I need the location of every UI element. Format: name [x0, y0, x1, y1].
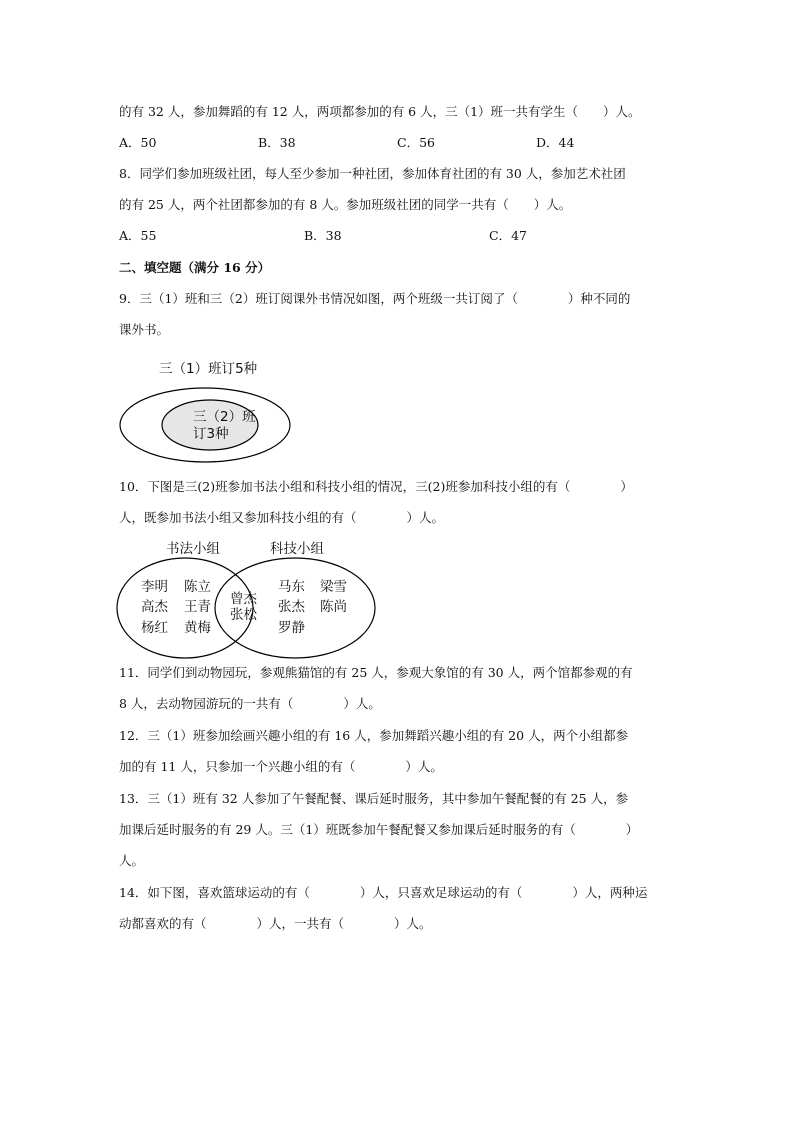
q11-line-2: 8 人，去动物园游玩的一共有（ ）人。: [119, 696, 381, 711]
q7-option-d: D．44: [536, 135, 575, 150]
q10-right-name: 梁雪: [320, 579, 347, 595]
q7-option-c: C．56: [397, 135, 435, 150]
q10-left-name: 黄梅: [184, 620, 211, 636]
q10-right-name: 罗静: [278, 620, 305, 636]
q13-line-1: 13．三（1）班有 32 人参加了午餐配餐、课后延时服务，其中参加午餐配餐的有 25 人，参: [119, 791, 629, 806]
q10-left-name: 李明: [141, 579, 168, 595]
q10-right-title: 科技小组: [270, 541, 324, 557]
q9-inner-label-2: 订3种: [193, 426, 229, 442]
q7-text: 的有 32 人，参加舞蹈的有 12 人，两项都参加的有 6 人，三（1）班一共有学生（ ）人。: [119, 104, 641, 119]
q9-inner-label-1: 三（2）班: [193, 409, 256, 425]
q8-option-b: B．38: [304, 228, 342, 243]
q9-outer-label: 三（1）班订5种: [159, 361, 258, 377]
q8-line-2: 的有 25 人，两个社团都参加的有 8 人。参加班级社团的同学一共有（ ）人。: [119, 197, 572, 212]
q10-left-name: 高杰: [141, 599, 168, 615]
q8-option-c: C．47: [489, 228, 527, 243]
q10-middle-name: 张松: [230, 607, 257, 623]
q14-line-2: 动都喜欢的有（ ）人，一共有（ ）人。: [119, 916, 432, 931]
q10-left-name: 王青: [184, 599, 211, 615]
q10-line-1: 10．下图是三(2)班参加书法小组和科技小组的情况，三(2)班参加科技小组的有（ ）: [119, 479, 633, 494]
q11-line-1: 11．同学们到动物园玩，参观熊猫馆的有 25 人，参观大象馆的有 30 人，两个馆都参观的有: [119, 665, 633, 680]
q9-line-2: 课外书。: [119, 322, 170, 337]
q13-line-3: 人。: [119, 853, 145, 868]
q9-line-1: 9．三（1）班和三（2）班订阅课外书情况如图，两个班级一共订阅了（ ）种不同的: [119, 291, 631, 306]
q8-line-1: 8．同学们参加班级社团，每人至少参加一种社团，参加体育社团的有 30 人，参加艺术社团: [119, 166, 626, 181]
q10-left-name: 陈立: [184, 579, 211, 595]
q14-line-1: 14．如下图，喜欢篮球运动的有（ ）人，只喜欢足球运动的有（ ）人，两种运: [119, 885, 648, 900]
q10-left-title: 书法小组: [166, 541, 220, 557]
q10-middle-name: 曾杰: [230, 591, 257, 607]
q13-line-2: 加课后延时服务的有 29 人。三（1）班既参加午餐配餐又参加课后延时服务的有（ ）: [119, 822, 639, 837]
q7-option-a: A．50: [119, 135, 157, 150]
q10-line-2: 人，既参加书法小组又参加科技小组的有（ ）人。: [119, 510, 445, 525]
q7-option-b: B．38: [258, 135, 296, 150]
q10-right-name: 马东: [278, 579, 305, 595]
q12-line-2: 加的有 11 人，只参加一个兴趣小组的有（ ）人。: [119, 759, 443, 774]
q10-left-name: 杨红: [141, 620, 168, 636]
q10-right-name: 陈尚: [320, 599, 347, 615]
q10-right-name: 张杰: [278, 599, 305, 615]
q8-option-a: A．55: [119, 228, 157, 243]
section-heading: 二、填空题（满分 16 分）: [119, 260, 271, 275]
q12-line-1: 12．三（1）班参加绘画兴趣小组的有 16 人，参加舞蹈兴趣小组的有 20 人，两个小组都参: [119, 728, 629, 743]
